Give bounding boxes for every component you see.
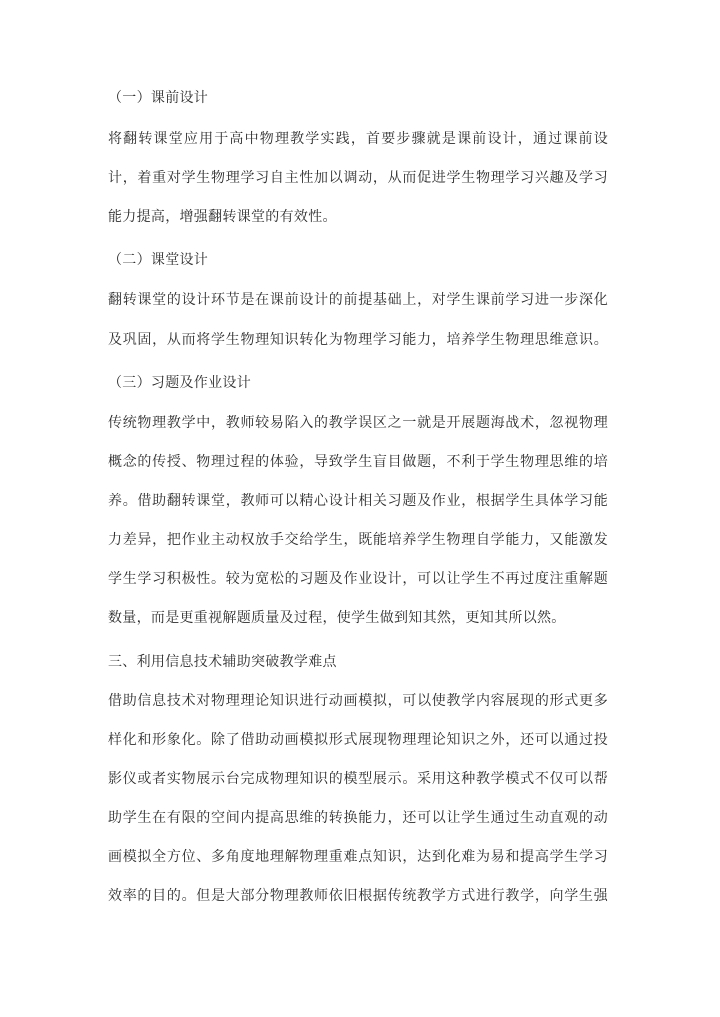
- paragraph-line: 画模拟全方位、多角度地理解物理重难点知识，达到化难为易和提高学生学习: [108, 849, 608, 865]
- paragraph-line: 助学生在有限的空间内提高思维的转换能力，还可以让学生通过生动直观的动: [108, 810, 608, 826]
- section-heading-1: （一）课前设计: [108, 90, 209, 106]
- paragraph-line: 概念的传授、物理过程的体验，导致学生盲目做题，不利于学生物理思维的培: [108, 454, 608, 470]
- paragraph-line: 计，着重对学生物理学习自主性加以调动，从而促进学生物理学习兴趣及学习: [108, 170, 608, 186]
- paragraph-line: 及巩固，从而将学生物理知识转化为物理学习能力，培养学生物理思维意识。: [108, 332, 608, 348]
- paragraph-line: 力差异，把作业主动权放手交给学生，既能培养学生物理自学能力，又能激发: [108, 532, 608, 548]
- section-heading-2: （二）课堂设计: [108, 252, 209, 268]
- paragraph-line: 影仪或者实物展示台完成物理知识的模型展示。采用这种教学模式不仅可以帮: [108, 771, 608, 787]
- paragraph-line: 借助信息技术对物理理论知识进行动画模拟，可以使教学内容展现的形式更多: [108, 693, 608, 709]
- paragraph-line: 传统物理教学中，教师较易陷入的教学误区之一就是开展题海战术，忽视物理: [108, 415, 608, 431]
- paragraph-line: 能力提高，增强翻转课堂的有效性。: [108, 209, 337, 225]
- section-heading-3: （三）习题及作业设计: [108, 375, 251, 391]
- paragraph-line: 数量，而是更重视解题质量及过程，使学生做到知其然，更知其所以然。: [108, 610, 566, 626]
- paragraph-line: 养。借助翻转课堂，教师可以精心设计相关习题及作业，根据学生具体学习能: [108, 493, 608, 509]
- paragraph-line: 将翻转课堂应用于高中物理教学实践，首要步骤就是课前设计，通过课前设: [108, 131, 608, 147]
- paragraph-line: 效率的目的。但是大部分物理教师依旧根据传统教学方式进行教学，向学生强: [108, 888, 608, 904]
- paragraph-line: 翻转课堂的设计环节是在课前设计的前提基础上，对学生课前学习进一步深化: [108, 292, 608, 308]
- paragraph-line: 样化和形象化。除了借助动画模拟形式展现物理理论知识之外，还可以通过投: [108, 732, 608, 748]
- section-heading-4: 三、利用信息技术辅助突破教学难点: [108, 654, 337, 670]
- paragraph-line: 学生学习积极性。较为宽松的习题及作业设计，可以让学生不再过度注重解题: [108, 571, 608, 587]
